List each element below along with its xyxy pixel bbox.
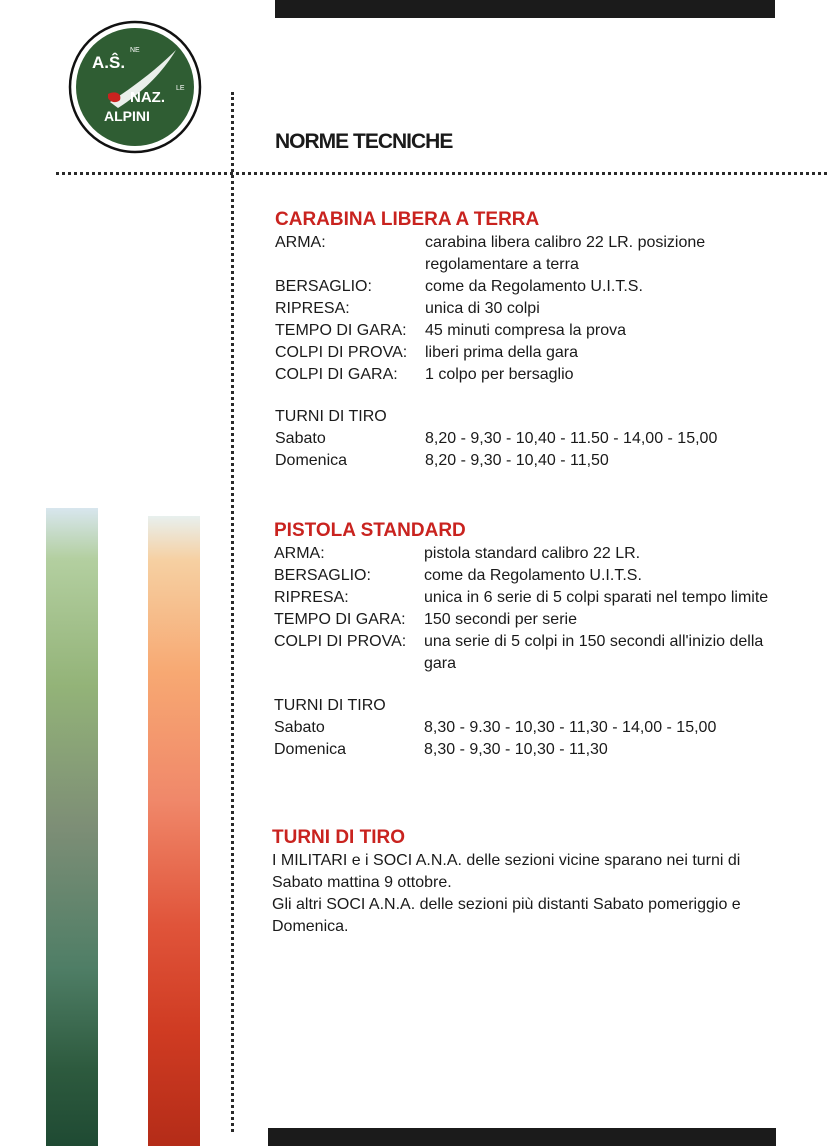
bottom-decor-bar <box>268 1128 776 1146</box>
schedule-row: Sabato 8,30 - 9.30 - 10,30 - 11,30 - 14,00 - 15,00 <box>274 719 717 736</box>
spec-row: RIPRESA: unica in 6 serie di 5 colpi sparati nel tempo limite <box>274 589 769 606</box>
schedule-row: Sabato 8,20 - 9,30 - 10,40 - 11.50 - 14,00 - 15,00 <box>275 430 718 447</box>
spec-row: BERSAGLIO: come da Regolamento U.I.T.S. <box>274 567 642 584</box>
page-title: NORME TECNICHE <box>275 130 453 153</box>
turni-label: TURNI DI TIRO <box>275 408 387 425</box>
turni-paragraph-2: Gli altri SOCI A.N.A. delle sezioni più distanti Sabato pomeriggio e Domenica. <box>272 896 741 935</box>
turni-paragraph-1: I MILITARI e i SOCI A.N.A. delle sezioni vicine sparano nei turni di Sabato mattina 9 ottobre. <box>272 852 741 891</box>
pistola-section <box>274 519 799 761</box>
ana-logo <box>68 20 202 154</box>
red-stripe <box>148 516 200 1146</box>
svg-text:LE: LE <box>176 85 185 92</box>
spec-row: COLPI DI GARA: 1 colpo per bersaglio <box>275 366 574 383</box>
svg-text:NE: NE <box>130 47 140 54</box>
schedule-row: Domenica 8,30 - 9,30 - 10,30 - 11,30 <box>274 741 608 758</box>
svg-text:NAZ.: NAZ. <box>130 89 165 106</box>
spec-row: ARMA: pistola standard calibro 22 LR. <box>274 545 641 562</box>
section-title: TURNI DI TIRO <box>272 827 405 848</box>
spec-row: RIPRESA: unica di 30 colpi <box>275 300 540 317</box>
spec-row: TEMPO DI GARA: 150 secondi per serie <box>274 611 577 628</box>
schedule-row: Domenica 8,20 - 9,30 - 10,40 - 11,50 <box>275 452 609 469</box>
horizontal-dotted-rule <box>56 172 827 175</box>
carabina-section <box>275 208 800 472</box>
spec-row: ARMA: carabina libera calibro 22 LR. posizione regolamentare a terra <box>275 234 706 273</box>
turni-section <box>272 826 792 938</box>
green-stripe <box>46 508 98 1146</box>
vertical-dotted-rule <box>231 92 234 1132</box>
svg-text:ALPINI: ALPINI <box>104 108 150 124</box>
spec-row: COLPI DI PROVA: una serie di 5 colpi in 150 secondi all'inizio della gara <box>274 633 764 672</box>
turni-label: TURNI DI TIRO <box>274 697 386 714</box>
top-decor-bar <box>275 0 775 18</box>
spec-row: BERSAGLIO: come da Regolamento U.I.T.S. <box>275 278 643 295</box>
spec-row: COLPI DI PROVA: liberi prima della gara <box>275 344 578 361</box>
spec-row: TEMPO DI GARA: 45 minuti compresa la prova <box>275 322 626 339</box>
section-title: CARABINA LIBERA A TERRA <box>275 209 540 230</box>
section-title: PISTOLA STANDARD <box>274 520 466 541</box>
svg-text:A.Ŝ.: A.Ŝ. <box>92 53 126 72</box>
